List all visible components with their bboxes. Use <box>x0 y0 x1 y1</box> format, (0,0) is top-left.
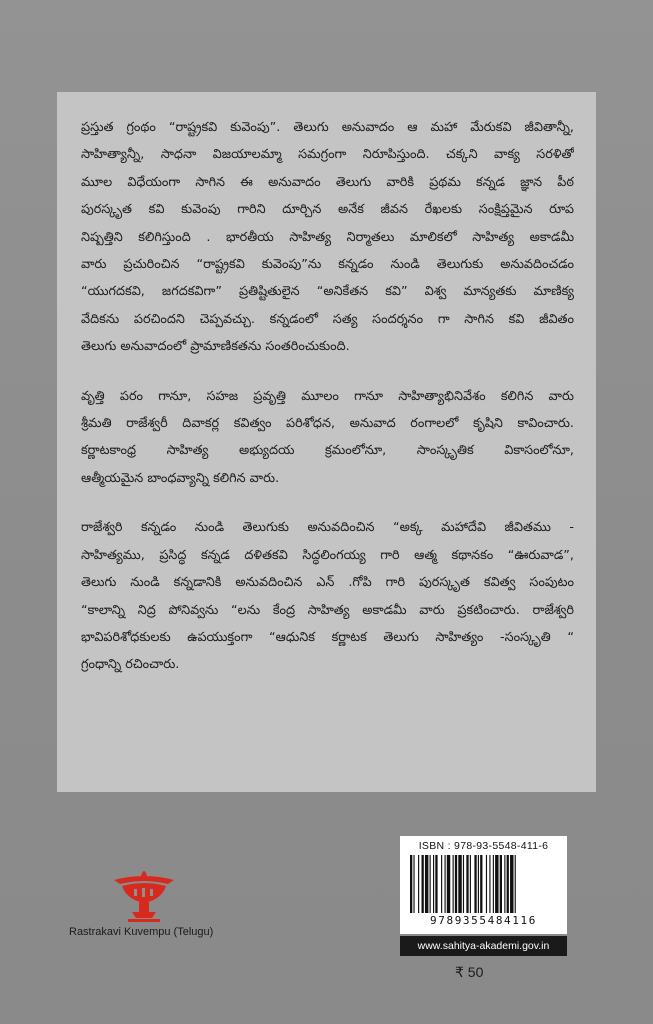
blurb-line: వారు ప్రచురించిన “రాష్ట్రకవి కువెంపు”ను కన్నడం నుండి తెలుగుకు అనువదించడం <box>81 257 574 273</box>
blurb-line: తెలుగు నుండి కన్నడానికి అనువదించిన ఎన్ .గోపి గారి పురస్కృత కవిత్వ సంపుటం <box>81 575 574 591</box>
blurb-line: వేదికను పరచిందని చెప్పవచ్చు. కన్నడంలో సత్య సందర్శనం గా సాగిన కవి జీవితం <box>81 311 574 327</box>
website-label: www.sahitya-akademi.gov.in <box>400 936 567 956</box>
blurb-line: భావిపరిశోధకులకు ఉపయుక్తంగా “ఆధునిక కర్ణాటక తెలుగు సాహిత్యం -సంస్కృతి “ <box>81 629 574 645</box>
blurb-line: “కాలాన్ని నిద్ర పోనివ్వను “లను కేంద్ర సాహిత్య అకాడమీ వారు ప్రకటించారు. రాజేశ్వరి <box>81 602 574 618</box>
blurb-line: కర్ణాటకాంధ్ర సాహిత్య అభ్యుదయ క్రమంలోనూ, సాంస్కృతిక వికాసంలోనూ, <box>81 443 574 459</box>
blurb-line: ప్రస్తుత గ్రంథం “రాష్ట్రకవి కువెంపు”. తెలుగు అనువాదం ఆ మహా మేరుకవి జీవితాన్నీ, <box>81 120 574 135</box>
blurb-line: తెలుగు అనువాదంలో ప్రామాణికతను సంతరించుకుంది. <box>81 339 350 355</box>
blurb-line: గ్రంధాన్ని రచించారు. <box>81 657 180 673</box>
sahitya-akademi-logo-icon <box>108 858 180 930</box>
blurb-paragraph-1 <box>81 114 574 361</box>
price-label: ₹ 50 <box>455 964 484 980</box>
barcode-icon <box>406 855 561 913</box>
blurb-line: నిష్పత్తిని కలిగిస్తుంది . భారతీయ సాహిత్య నిర్మాతలు మాలికలో సాహిత్య అకాడమీ <box>81 229 574 245</box>
blurb-line: రాజేశ్వరి కన్నడం నుండి తెలుగుకు అనువదించిన “అక్క మహాదేవి జీవితము - <box>81 520 574 536</box>
blurb-paragraph-3 <box>81 514 574 678</box>
blurb-paragraph-2 <box>81 383 574 493</box>
blurb-panel <box>57 92 596 792</box>
isbn-label: ISBN : 978-93-5548-411-6 <box>418 840 549 852</box>
blurb-line: సాహిత్యాన్నీ, సాధనా విజయాలమ్మా సమగ్రంగా నిరూపిస్తుంది. చక్కని వాక్య సరళితో <box>81 147 574 163</box>
blurb-line: సాహిత్యము, ప్రసిద్ధ కన్నడ దళితకవి సిద్ధలింగయ్య గారి ఆత్మ కథానకం “ఊరువాడ”, <box>81 547 574 563</box>
blurb-line: మూల విధేయంగా సాగిన ఈ అనువాదం తెలుగు వారికి ప్రథమ కన్నడ జ్ఞాన పీఠ <box>81 174 574 190</box>
barcode-box <box>400 836 567 934</box>
blurb-line: శ్రీమతి రాజేశ్వరీ దివాకర్ల కవిత్వం పరిశోధన, అనువాద రంగాలలో కృషిని కావించారు. <box>81 416 574 432</box>
series-title: Rastrakavi Kuvempu (Telugu) <box>69 926 214 938</box>
blurb-line: “యుగదకవి, జగదకవిగా” ప్రతిష్టితులైన “అనికేతన కవి” విశ్వ మాన్యతకు మాణిక్య <box>81 284 574 300</box>
blurb-line: వృత్తి పరం గానూ, సహజ ప్రవృత్తి మూలం గానూ సాహిత్యాభినివేశం కలిగిన వారు <box>81 388 574 404</box>
barcode-number: 9789355484116 <box>430 914 537 927</box>
blurb-line: పురస్కృత కవి కువెంపు గారిని దూర్చిన అనేక జీవన రేఖలకు సంక్షిప్తమైన రూప <box>81 202 574 218</box>
blurb-line: ఆత్మీయమైన బాంధవ్యాన్ని కలిగిన వారు. <box>81 470 280 486</box>
